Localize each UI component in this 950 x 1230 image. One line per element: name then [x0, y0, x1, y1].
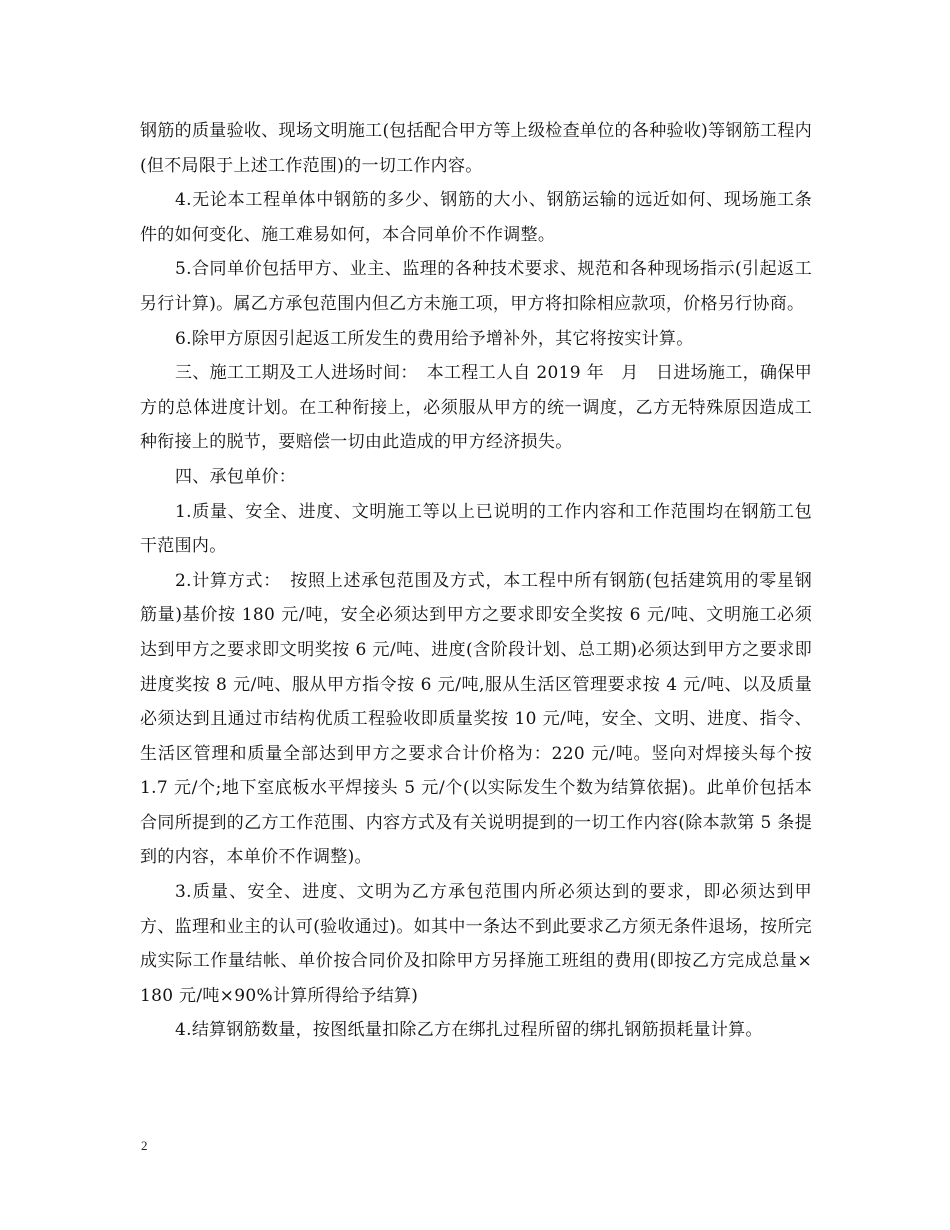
- section-3-construction-period: 三、施工工期及工人进场时间： 本工程工人自 2019 年 月 日进场施工，确保甲方的总体进度计划。在工种衔接上，必须服从甲方的统一调度，乙方无特殊原因造成工种衔接上的脱节，要赔偿一切由此造成的甲方经济损失。: [140, 363, 812, 453]
- paragraph-unit-price-1: 1.质量、安全、进度、文明施工等以上已说明的工作内容和工作范围均在钢筋工包干范围内。: [140, 501, 812, 557]
- paragraph-unit-price-2: 2.计算方式： 按照上述承包范围及方式，本工程中所有钢筋(包括建筑用的零星钢筋量)基价按 180 元/吨，安全必须达到甲方之要求即安全奖按 6 元/吨、文明施工必须达到甲方之要求即文明奖按 6 元/吨、进度(含阶段计划、总工期)必须达到甲方之要求即进度奖按 8 元/吨、服从甲方指令按 6 元/吨,服从生活区管理要求按 4 元/吨、以及质量必须达到且通过市结构优质工程验收即质量奖按 10 元/吨，安全、文明、进度、指令、生活区管理和质量全部达到甲方之要求合计价格为：220 元/吨。竖向对焊接头每个按 1.7 元/个;地下室底板水平焊接头 5 元/个(以实际发生个数为结算依据)。此单价包括本合同所提到的乙方工作范围、内容方式及有关说明提到的一切工作内容(除本款第 5 条提到的内容，本单价不作调整)。: [140, 570, 812, 868]
- document-body: [140, 114, 812, 1048]
- page-number: 2: [141, 1138, 148, 1153]
- paragraph-continuation: 钢筋的质量验收、现场文明施工(包括配合甲方等上级检查单位的各种验收)等钢筋工程内(但不局限于上述工作范围)的一切工作内容。: [140, 121, 812, 176]
- section-4-heading: 四、承包单价：: [175, 466, 297, 487]
- paragraph-clause-4: 4.无论本工程单体中钢筋的多少、钢筋的大小、钢筋运输的远近如何、现场施工条件的如何变化、施工难易如何，本合同单价不作调整。: [140, 190, 812, 245]
- paragraph-unit-price-4: 4.结算钢筋数量，按图纸量扣除乙方在绑扎过程所留的绑扎钢筋损耗量计算。: [175, 1020, 763, 1041]
- paragraph-unit-price-3: 3.质量、安全、进度、文明为乙方承包范围内所必须达到的要求，即必须达到甲方、监理和业主的认可(验收通过)。如其中一条达不到此要求乙方须无条件退场，按所完成实际工作量结帐、单价按合同价及扣除甲方另择施工班组的费用(即按乙方完成总量×180 元/吨×90%计算所得给予结算): [140, 882, 812, 1006]
- paragraph-clause-5: 5.合同单价包括甲方、业主、监理的各种技术要求、规范和各种现场指示(引起返工另行计算)。属乙方承包范围内但乙方未施工项，甲方将扣除相应款项，价格另行协商。: [140, 259, 812, 314]
- paragraph-clause-6: 6.除甲方原因引起返工所发生的费用给予增补外，其它将按实计算。: [175, 328, 694, 349]
